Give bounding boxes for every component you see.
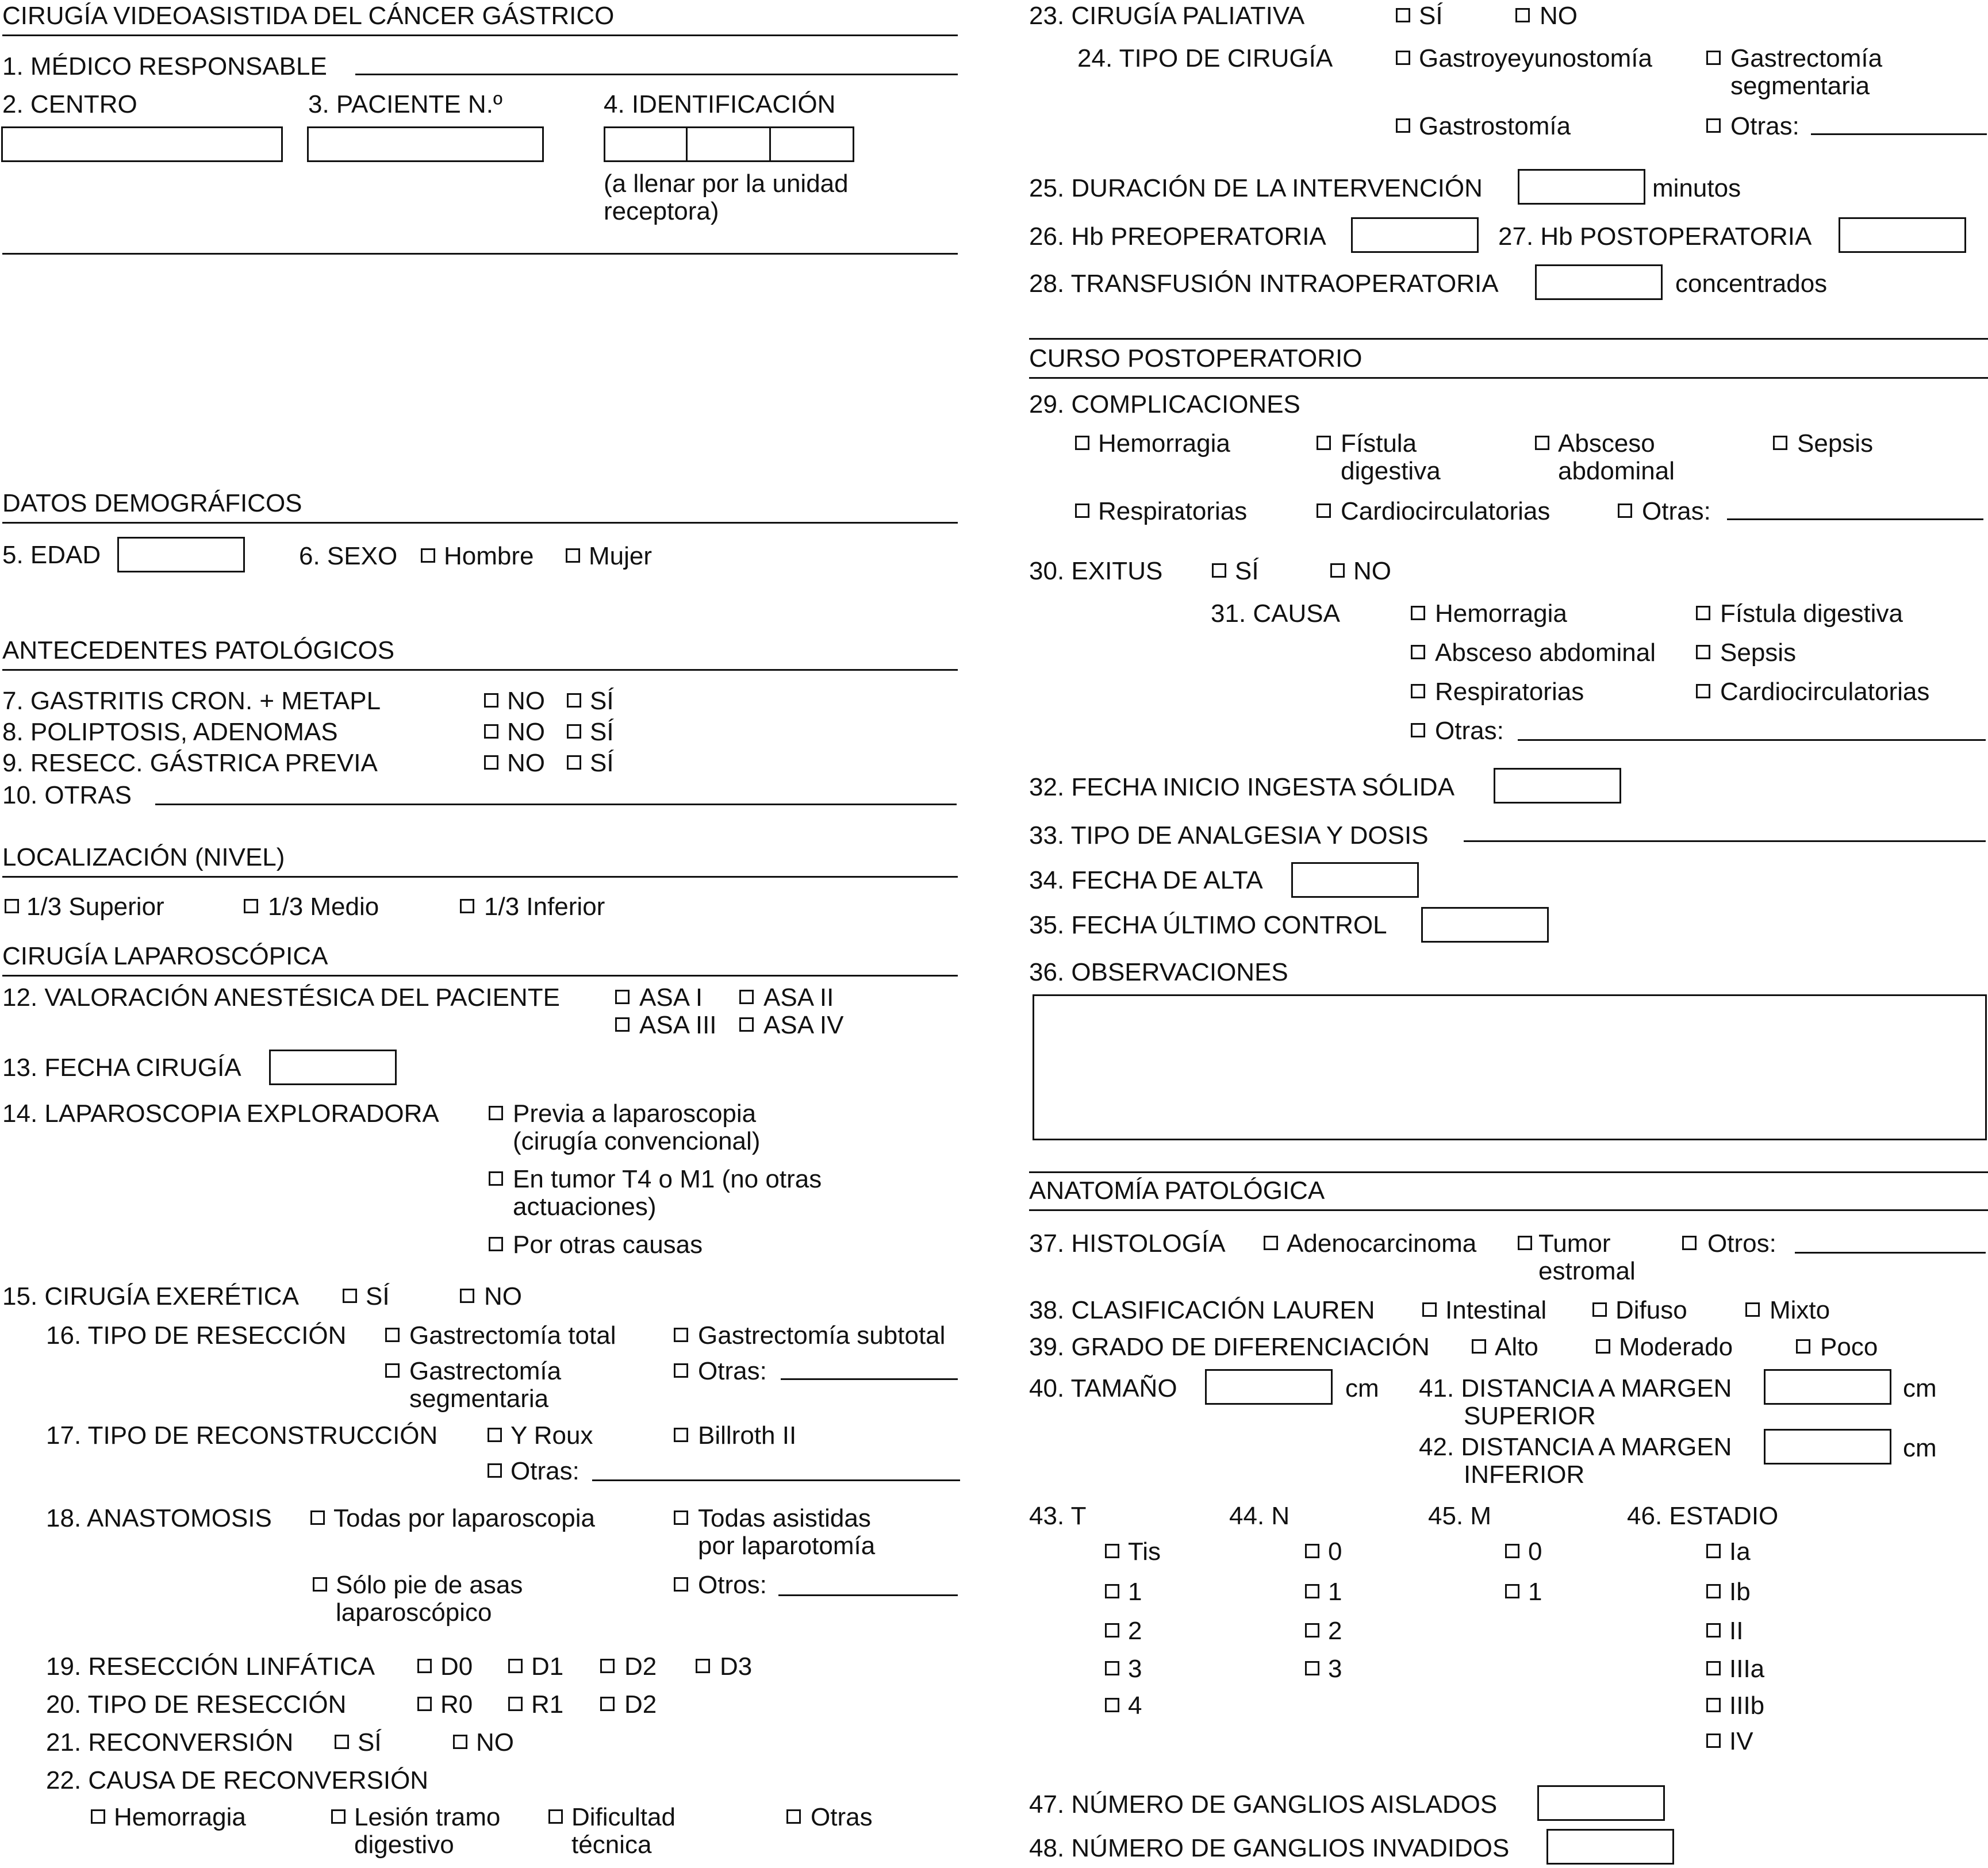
loc-superior-checkbox[interactable] xyxy=(5,899,19,913)
divider xyxy=(2,876,958,878)
q21-no-label: NO xyxy=(476,1728,514,1756)
t-4-checkbox[interactable] xyxy=(1105,1698,1119,1712)
q29-opt6-label: Cardiocirculatorias xyxy=(1341,497,1551,525)
q1-label: 1. MÉDICO RESPONSABLE xyxy=(2,52,327,80)
q17-opt3-label: Otras: xyxy=(511,1457,579,1485)
q9-label: 9. RESECC. GÁSTRICA PREVIA xyxy=(2,749,378,777)
q24-opt2-line2: segmentaria xyxy=(1730,72,1870,100)
q20-r0-label: R0 xyxy=(440,1690,473,1719)
q31-fistula-checkbox[interactable] xyxy=(1696,606,1710,620)
estadio-iiia-label: IIIa xyxy=(1729,1655,1765,1683)
q41-unit: cm xyxy=(1903,1374,1937,1402)
q29-opt2-line1: Fístula xyxy=(1341,429,1417,458)
divider xyxy=(1029,338,1988,340)
q22-opt2-line1: Lesión tramo xyxy=(354,1803,501,1831)
estadio-ii-checkbox[interactable] xyxy=(1706,1623,1721,1638)
q14-opt1-line1: Previa a laparoscopia xyxy=(513,1100,757,1128)
q4-note-line2: receptora) xyxy=(604,197,719,225)
q5-label: 5. EDAD xyxy=(2,541,101,569)
t-3-checkbox[interactable] xyxy=(1105,1661,1119,1675)
t-tis-label: Tis xyxy=(1128,1538,1161,1566)
loc-superior-label: 1/3 Superior xyxy=(26,893,164,921)
q29-otras-input-line[interactable] xyxy=(1727,518,1983,520)
q26-label: 26. Hb PREOPERATORIA xyxy=(1029,222,1326,251)
q17-opt2-checkbox[interactable] xyxy=(674,1428,688,1442)
q6-label: 6. SEXO xyxy=(299,542,398,570)
estadio-iiib-label: IIIb xyxy=(1729,1692,1765,1720)
q12-asa2-label: ASA II xyxy=(763,983,834,1012)
q37-opt2-line2: estromal xyxy=(1538,1257,1636,1285)
q8-no-label: NO xyxy=(507,718,545,746)
q19-label: 19. RESECCIÓN LINFÁTICA xyxy=(46,1652,375,1681)
anatomia-heading: ANATOMÍA PATOLÓGICA xyxy=(1029,1177,1325,1205)
estadio-ia-checkbox[interactable] xyxy=(1706,1544,1721,1558)
q18-opt2-line2: por laparotomía xyxy=(698,1532,876,1560)
m-1-checkbox[interactable] xyxy=(1505,1584,1519,1598)
q35-date-input[interactable] xyxy=(1421,907,1549,943)
q18-opt1-checkbox[interactable] xyxy=(310,1510,325,1525)
q31-cardio-checkbox[interactable] xyxy=(1696,684,1710,698)
q7-no-label: NO xyxy=(507,687,545,715)
q18-opt2-checkbox[interactable] xyxy=(674,1510,688,1525)
q31-sepsis-label: Sepsis xyxy=(1720,639,1797,667)
q10-input-line[interactable] xyxy=(155,804,957,805)
q19-d3-label: D3 xyxy=(720,1652,753,1681)
loc-medio-checkbox[interactable] xyxy=(244,899,258,913)
q8-si-checkbox[interactable] xyxy=(567,724,581,739)
q31-hemorragia-label: Hemorragia xyxy=(1435,599,1567,628)
n-2-label: 2 xyxy=(1328,1617,1342,1645)
q38-label: 38. CLASIFICACIÓN LAUREN xyxy=(1029,1296,1375,1324)
q34-label: 34. FECHA DE ALTA xyxy=(1029,866,1263,894)
q37-opt3-label: Otros: xyxy=(1707,1229,1776,1258)
q30-no-label: NO xyxy=(1353,557,1391,585)
q29-opt4-label: Sepsis xyxy=(1797,429,1874,458)
q4-input-box-3[interactable] xyxy=(769,126,854,162)
q29-label: 29. COMPLICACIONES xyxy=(1029,390,1300,418)
q7-si-label: SÍ xyxy=(590,687,614,715)
q18-label: 18. ANASTOMOSIS xyxy=(46,1504,272,1532)
q29-opt3-checkbox[interactable] xyxy=(1535,436,1549,450)
q39-label: 39. GRADO DE DIFERENCIACIÓN xyxy=(1029,1333,1430,1361)
q12-asa3-checkbox[interactable] xyxy=(615,1017,630,1032)
q20-d2-checkbox[interactable] xyxy=(600,1697,615,1711)
q37-opt3-checkbox[interactable] xyxy=(1682,1236,1697,1250)
q31-absceso-label: Absceso abdominal xyxy=(1435,639,1656,667)
q12-asa1-checkbox[interactable] xyxy=(615,990,630,1004)
q48-label: 48. NÚMERO DE GANGLIOS INVADIDOS xyxy=(1029,1834,1510,1862)
q36-observaciones-textarea[interactable] xyxy=(1033,994,1987,1140)
q17-opt3-checkbox[interactable] xyxy=(488,1463,502,1478)
q14-opt1-checkbox[interactable] xyxy=(489,1106,503,1120)
q28-unit: concentrados xyxy=(1675,270,1828,298)
divider xyxy=(1029,377,1988,379)
q9-no-checkbox[interactable] xyxy=(484,755,498,770)
loc-inferior-label: 1/3 Inferior xyxy=(484,893,605,921)
q29-opt2-line2: digestiva xyxy=(1341,457,1441,485)
q12-asa2-checkbox[interactable] xyxy=(739,990,754,1004)
q42-unit: cm xyxy=(1903,1434,1937,1462)
q30-si-label: SÍ xyxy=(1235,557,1259,585)
q22-opt4-checkbox[interactable] xyxy=(786,1809,801,1824)
q27-label: 27. Hb POSTOPERATORIA xyxy=(1498,222,1812,251)
q16-opt1-checkbox[interactable] xyxy=(385,1328,400,1342)
q37-opt1-checkbox[interactable] xyxy=(1264,1236,1278,1250)
form-title: CIRUGÍA VIDEOASISTIDA DEL CÁNCER GÁSTRICO xyxy=(2,2,615,30)
q47-label: 47. NÚMERO DE GANGLIOS AISLADOS xyxy=(1029,1790,1498,1819)
t-2-label: 2 xyxy=(1128,1617,1142,1645)
t-tis-checkbox[interactable] xyxy=(1105,1544,1119,1558)
q29-opt6-checkbox[interactable] xyxy=(1317,503,1331,518)
q19-d0-label: D0 xyxy=(440,1652,473,1681)
q18-opt2-line1: Todas asistidas xyxy=(698,1504,871,1532)
q2-input-box[interactable] xyxy=(1,126,283,162)
q18-opt3-line2: laparoscópico xyxy=(336,1598,492,1627)
q38-difuso-label: Difuso xyxy=(1615,1296,1687,1324)
q31-absceso-checkbox[interactable] xyxy=(1411,645,1425,659)
laparoscopica-heading: CIRUGÍA LAPAROSCÓPICA xyxy=(2,942,328,970)
q31-respiratorias-label: Respiratorias xyxy=(1435,678,1584,706)
estadio-iiia-checkbox[interactable] xyxy=(1706,1661,1721,1675)
divider xyxy=(2,669,958,671)
q28-input[interactable] xyxy=(1535,264,1663,300)
q33-input-line[interactable] xyxy=(1464,840,1986,842)
q7-no-checkbox[interactable] xyxy=(484,693,498,708)
q32-label: 32. FECHA INICIO INGESTA SÓLIDA xyxy=(1029,773,1455,801)
q21-si-checkbox[interactable] xyxy=(335,1735,349,1749)
q37-label: 37. HISTOLOGÍA xyxy=(1029,1229,1226,1258)
q23-label: 23. CIRUGÍA PALIATIVA xyxy=(1029,2,1305,30)
q4-input-box-1[interactable] xyxy=(604,126,688,162)
estadio-iv-label: IV xyxy=(1729,1727,1753,1755)
divider xyxy=(2,522,958,524)
divider xyxy=(2,975,958,977)
q19-d2-checkbox[interactable] xyxy=(600,1659,615,1673)
q18-opt1-label: Todas por laparoscopia xyxy=(333,1504,595,1532)
q9-no-label: NO xyxy=(507,749,545,777)
q29-opt5-checkbox[interactable] xyxy=(1075,503,1089,518)
divider xyxy=(2,34,958,36)
q22-opt3-checkbox[interactable] xyxy=(548,1809,563,1824)
q5-age-input[interactable] xyxy=(117,537,245,572)
q14-opt3-checkbox[interactable] xyxy=(489,1237,503,1251)
q24-opt2-line1: Gastrectomía xyxy=(1730,44,1883,72)
divider xyxy=(2,253,958,255)
q18-opt3-line1: Sólo pie de asas xyxy=(336,1571,523,1599)
q38-mixto-checkbox[interactable] xyxy=(1745,1302,1760,1317)
q25-unit: minutos xyxy=(1652,174,1741,202)
estadio-iiib-checkbox[interactable] xyxy=(1706,1698,1721,1712)
q39-poco-checkbox[interactable] xyxy=(1796,1339,1810,1354)
q16-opt3-checkbox[interactable] xyxy=(385,1363,400,1378)
q31-respiratorias-checkbox[interactable] xyxy=(1411,684,1425,698)
q16-opt3-line1: Gastrectomía xyxy=(409,1357,562,1385)
q31-otras-checkbox[interactable] xyxy=(1411,723,1425,737)
q39-alto-label: Alto xyxy=(1495,1333,1538,1361)
q23-si-label: SÍ xyxy=(1419,2,1443,30)
q21-no-checkbox[interactable] xyxy=(453,1735,467,1749)
q16-label: 16. TIPO DE RESECCIÓN xyxy=(46,1321,347,1350)
q15-no-label: NO xyxy=(484,1282,522,1310)
q22-opt3-line1: Dificultad xyxy=(571,1803,676,1831)
q14-opt2-line1: En tumor T4 o M1 (no otras xyxy=(513,1165,822,1193)
q21-si-label: SÍ xyxy=(358,1728,382,1756)
q12-asa3-label: ASA III xyxy=(639,1011,717,1039)
q37-opt2-checkbox[interactable] xyxy=(1518,1236,1532,1250)
q27-input[interactable] xyxy=(1839,217,1966,253)
q46-label: 46. ESTADIO xyxy=(1627,1502,1779,1530)
q3-input-box[interactable] xyxy=(307,126,544,162)
q29-opt1-label: Hemorragia xyxy=(1098,429,1230,458)
q22-opt1-checkbox[interactable] xyxy=(91,1809,105,1824)
q36-label: 36. OBSERVACIONES xyxy=(1029,958,1288,986)
q30-label: 30. EXITUS xyxy=(1029,557,1163,585)
q31-sepsis-checkbox[interactable] xyxy=(1696,645,1710,659)
q22-opt3-line2: técnica xyxy=(571,1831,652,1859)
q24-opt4-label: Otras: xyxy=(1730,112,1799,140)
t-1-label: 1 xyxy=(1128,1578,1142,1606)
q20-label: 20. TIPO DE RESECCIÓN xyxy=(46,1690,347,1719)
q30-no-checkbox[interactable] xyxy=(1330,563,1345,578)
q24-opt4-checkbox[interactable] xyxy=(1706,118,1721,133)
q38-intestinal-label: Intestinal xyxy=(1445,1296,1547,1324)
q24-opt2-checkbox[interactable] xyxy=(1706,51,1721,65)
localizacion-heading: LOCALIZACIÓN (NIVEL) xyxy=(2,843,285,871)
q29-opt7-label: Otras: xyxy=(1642,497,1711,525)
q9-si-label: SÍ xyxy=(590,749,614,777)
q19-d1-checkbox[interactable] xyxy=(508,1659,523,1673)
q20-d2-label: D2 xyxy=(624,1690,657,1719)
q7-si-checkbox[interactable] xyxy=(567,693,581,708)
q40-unit: cm xyxy=(1345,1374,1379,1402)
q22-opt1-label: Hemorragia xyxy=(114,1803,246,1831)
q15-no-checkbox[interactable] xyxy=(460,1289,474,1303)
q40-size-input[interactable] xyxy=(1205,1369,1333,1405)
q23-no-checkbox[interactable] xyxy=(1515,8,1530,22)
loc-inferior-checkbox[interactable] xyxy=(460,899,474,913)
q31-fistula-label: Fístula digestiva xyxy=(1720,599,1903,628)
q16-opt2-checkbox[interactable] xyxy=(674,1328,688,1342)
q23-no-label: NO xyxy=(1540,2,1578,30)
q8-label: 8. POLIPTOSIS, ADENOMAS xyxy=(2,718,338,746)
n-2-checkbox[interactable] xyxy=(1305,1623,1319,1638)
loc-medio-label: 1/3 Medio xyxy=(268,893,379,921)
q39-moderado-label: Moderado xyxy=(1619,1333,1733,1361)
n-0-label: 0 xyxy=(1328,1538,1342,1566)
q22-opt4-label: Otras xyxy=(811,1803,873,1831)
m-0-checkbox[interactable] xyxy=(1505,1544,1519,1558)
q29-opt3-line2: abdominal xyxy=(1558,457,1675,485)
q24-opt3-checkbox[interactable] xyxy=(1396,118,1410,133)
estadio-ib-checkbox[interactable] xyxy=(1706,1584,1721,1598)
q16-opt4-checkbox[interactable] xyxy=(674,1363,688,1378)
q37-opt2-line1: Tumor xyxy=(1538,1229,1611,1258)
q16-otras-input-line[interactable] xyxy=(781,1378,958,1380)
q18-otros-input-line[interactable] xyxy=(778,1594,958,1596)
q25-duration-input[interactable] xyxy=(1518,169,1645,205)
estadio-ib-label: Ib xyxy=(1729,1578,1751,1606)
q17-opt2-label: Billroth II xyxy=(698,1421,797,1450)
q18-opt3-checkbox[interactable] xyxy=(313,1577,327,1592)
t-3-label: 3 xyxy=(1128,1655,1142,1683)
q34-date-input[interactable] xyxy=(1291,862,1419,898)
q15-si-label: SÍ xyxy=(366,1282,390,1310)
q45-label: 45. M xyxy=(1428,1502,1492,1530)
q17-opt1-label: Y Roux xyxy=(511,1421,593,1450)
q6-mujer-label: Mujer xyxy=(589,542,653,570)
q31-otras-input-line[interactable] xyxy=(1518,739,1986,741)
q14-opt2-line2: actuaciones) xyxy=(513,1193,657,1221)
n-0-checkbox[interactable] xyxy=(1305,1544,1319,1558)
q48-input[interactable] xyxy=(1546,1829,1674,1865)
q38-intestinal-checkbox[interactable] xyxy=(1422,1302,1437,1317)
q6-mujer-checkbox[interactable] xyxy=(566,548,580,563)
q29-opt7-checkbox[interactable] xyxy=(1618,503,1632,518)
q24-opt3-label: Gastrostomía xyxy=(1419,112,1571,140)
q20-r1-checkbox[interactable] xyxy=(508,1697,523,1711)
q15-si-checkbox[interactable] xyxy=(343,1289,357,1303)
q16-opt4-label: Otras: xyxy=(698,1357,767,1385)
q6-hombre-label: Hombre xyxy=(444,542,534,570)
q26-input[interactable] xyxy=(1351,217,1479,253)
q41-line1: 41. DISTANCIA A MARGEN xyxy=(1419,1374,1732,1402)
q38-difuso-checkbox[interactable] xyxy=(1592,1302,1607,1317)
q42-line2: INFERIOR xyxy=(1464,1460,1585,1489)
q18-opt4-checkbox[interactable] xyxy=(674,1577,688,1592)
q13-date-input[interactable] xyxy=(269,1050,397,1085)
q14-opt2-checkbox[interactable] xyxy=(489,1171,503,1186)
q39-alto-checkbox[interactable] xyxy=(1472,1339,1486,1354)
q39-poco-label: Poco xyxy=(1820,1333,1878,1361)
q21-label: 21. RECONVERSIÓN xyxy=(46,1728,294,1756)
t-2-checkbox[interactable] xyxy=(1105,1623,1119,1638)
q29-opt5-label: Respiratorias xyxy=(1098,497,1248,525)
n-3-checkbox[interactable] xyxy=(1305,1661,1319,1675)
q30-si-checkbox[interactable] xyxy=(1212,563,1226,578)
q12-asa4-checkbox[interactable] xyxy=(739,1017,754,1032)
demograficos-heading: DATOS DEMOGRÁFICOS xyxy=(2,489,302,517)
q12-label: 12. VALORACIÓN ANESTÉSICA DEL PACIENTE xyxy=(2,983,560,1012)
q19-d2-label: D2 xyxy=(624,1652,657,1681)
q10-label: 10. OTRAS xyxy=(2,781,132,809)
q7-label: 7. GASTRITIS CRON. + METAPL xyxy=(2,687,381,715)
q19-d1-label: D1 xyxy=(531,1652,564,1681)
q4-input-box-2[interactable] xyxy=(686,126,771,162)
q42-line1: 42. DISTANCIA A MARGEN xyxy=(1419,1433,1732,1461)
q16-opt1-label: Gastrectomía total xyxy=(409,1321,616,1350)
n-1-label: 1 xyxy=(1328,1578,1342,1606)
q37-opt1-label: Adenocarcinoma xyxy=(1287,1229,1477,1258)
q29-opt4-checkbox[interactable] xyxy=(1773,436,1787,450)
q31-label: 31. CAUSA xyxy=(1211,599,1340,628)
t-4-label: 4 xyxy=(1128,1692,1142,1720)
q18-opt4-label: Otros: xyxy=(698,1571,767,1599)
t-1-checkbox[interactable] xyxy=(1105,1584,1119,1598)
q24-label: 24. TIPO DE CIRUGÍA xyxy=(1077,44,1333,72)
q1-input-line[interactable] xyxy=(355,74,958,75)
q19-d3-checkbox[interactable] xyxy=(696,1659,710,1673)
q24-opt1-label: Gastroyeyunostomía xyxy=(1419,44,1652,72)
q42-input[interactable] xyxy=(1764,1429,1891,1465)
q6-hombre-checkbox[interactable] xyxy=(421,548,435,563)
q29-opt3-line1: Absceso xyxy=(1558,429,1655,458)
q22-opt2-checkbox[interactable] xyxy=(331,1809,346,1824)
q43-label: 43. T xyxy=(1029,1502,1087,1530)
m-1-label: 1 xyxy=(1528,1578,1542,1606)
q4-label: 4. IDENTIFICACIÓN xyxy=(604,90,836,118)
estadio-iv-checkbox[interactable] xyxy=(1706,1734,1721,1748)
q41-line2: SUPERIOR xyxy=(1464,1402,1596,1430)
q37-otros-input-line[interactable] xyxy=(1795,1252,1986,1254)
q3-label: 3. PACIENTE N.º xyxy=(308,90,502,118)
q31-otras-label: Otras: xyxy=(1435,717,1504,745)
q17-label: 17. TIPO DE RECONSTRUCCIÓN xyxy=(46,1421,438,1450)
q39-moderado-checkbox[interactable] xyxy=(1596,1339,1610,1354)
q8-no-checkbox[interactable] xyxy=(484,724,498,739)
q28-label: 28. TRANSFUSIÓN INTRAOPERATORIA xyxy=(1029,270,1499,298)
q31-cardio-label: Cardiocirculatorias xyxy=(1720,678,1930,706)
q24-otras-input-line[interactable] xyxy=(1811,133,1987,135)
q14-opt3-label: Por otras causas xyxy=(513,1231,703,1259)
q23-si-checkbox[interactable] xyxy=(1396,8,1410,22)
q13-label: 13. FECHA CIRUGÍA xyxy=(2,1054,241,1082)
q2-label: 2. CENTRO xyxy=(2,90,137,118)
q16-opt3-line2: segmentaria xyxy=(409,1385,549,1413)
q35-label: 35. FECHA ÚLTIMO CONTROL xyxy=(1029,911,1387,939)
q41-input[interactable] xyxy=(1764,1369,1891,1405)
q32-date-input[interactable] xyxy=(1494,768,1621,804)
q12-asa1-label: ASA I xyxy=(639,983,703,1012)
q22-opt2-line2: digestivo xyxy=(354,1831,454,1859)
q9-si-checkbox[interactable] xyxy=(567,755,581,770)
q25-label: 25. DURACIÓN DE LA INTERVENCIÓN xyxy=(1029,174,1483,202)
q17-opt1-checkbox[interactable] xyxy=(488,1428,502,1442)
q19-d0-checkbox[interactable] xyxy=(417,1659,432,1673)
q24-opt1-checkbox[interactable] xyxy=(1396,51,1410,65)
q40-label: 40. TAMAÑO xyxy=(1029,1374,1177,1402)
n-3-label: 3 xyxy=(1328,1655,1342,1683)
postoperatorio-heading: CURSO POSTOPERATORIO xyxy=(1029,344,1363,372)
q20-r1-label: R1 xyxy=(531,1690,564,1719)
q22-label: 22. CAUSA DE RECONVERSIÓN xyxy=(46,1766,429,1794)
divider xyxy=(1029,1171,1988,1173)
q44-label: 44. N xyxy=(1229,1502,1290,1530)
q31-hemorragia-checkbox[interactable] xyxy=(1411,606,1425,620)
q38-mixto-label: Mixto xyxy=(1770,1296,1830,1324)
q16-opt2-label: Gastrectomía subtotal xyxy=(698,1321,946,1350)
m-0-label: 0 xyxy=(1528,1538,1542,1566)
q12-asa4-label: ASA IV xyxy=(763,1011,844,1039)
q20-r0-checkbox[interactable] xyxy=(417,1697,432,1711)
q33-label: 33. TIPO DE ANALGESIA Y DOSIS xyxy=(1029,821,1429,850)
divider xyxy=(1029,1209,1988,1211)
q29-opt2-checkbox[interactable] xyxy=(1317,436,1331,450)
q29-opt1-checkbox[interactable] xyxy=(1075,436,1089,450)
q14-label: 14. LAPAROSCOPIA EXPLORADORA xyxy=(2,1100,439,1128)
q17-otras-input-line[interactable] xyxy=(592,1479,960,1481)
n-1-checkbox[interactable] xyxy=(1305,1584,1319,1598)
q14-opt1-line2: (cirugía convencional) xyxy=(513,1127,761,1155)
q15-label: 15. CIRUGÍA EXERÉTICA xyxy=(2,1282,299,1310)
q8-si-label: SÍ xyxy=(590,718,614,746)
q47-input[interactable] xyxy=(1537,1785,1665,1821)
estadio-ia-label: Ia xyxy=(1729,1538,1751,1566)
q4-note-line1: (a llenar por la unidad xyxy=(604,170,849,198)
antecedentes-heading: ANTECEDENTES PATOLÓGICOS xyxy=(2,636,395,664)
estadio-ii-label: II xyxy=(1729,1617,1744,1645)
